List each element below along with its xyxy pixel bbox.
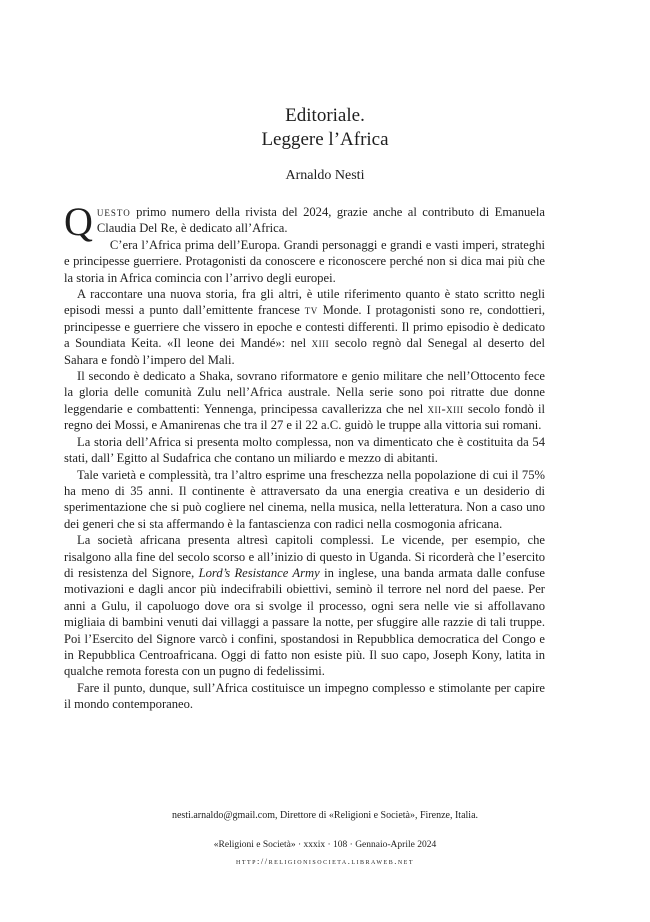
paragraph-7 [64, 532, 545, 680]
tv-smallcaps: tv [304, 303, 318, 318]
paragraph-1 [64, 199, 545, 244]
paragraph-1-text: primo numero della rivista del 2024, grazie anche al contributo di Emanuela Claudia Del Re, è dedicato all’Africa. [96, 205, 545, 236]
drop-cap: Q [64, 199, 93, 244]
century-smallcaps: xii-xiii [427, 401, 464, 416]
paragraph-2: C’era l’Africa prima dell’Europa. Grandi personaggi e grandi e vasti imperi, strateghi e principesse guerriere. Protagonisti da conoscere e riconoscere perché non si dica mai più che la storia in Africa comincia con l’arrivo degli europei. [64, 237, 545, 285]
article-body [64, 199, 546, 713]
paragraph-3-text-a: A raccontare una nuova storia, fra gli altri, è utile riferimento quanto è stato scritto negli episodi messi a punto dall’emittente francese [64, 287, 545, 318]
paragraph-3-text-b: Monde. I protagonisti sono re, condottieri, principesse e guerriere che vissero in epoche e contesti differenti. Il primo episodio è dedicato a Soundiata Keita. «Il leone dei Mandé»: nel [64, 303, 545, 351]
paragraph-7-text-b: in inglese, una banda armata dalle confuse motivazioni e dagli ancor più indecifrabili obiettivi, seminò il terrore nel nord del paese. Per anni a Gulu, il capoluogo dove ora si svolge il processo, ogni sera nelle vie si affollavano migliaia di bambini venuti dai villaggi a passare la notte, per sfuggire alle razzie di tali truppe. Poi l’Esercito del Signore varcò i confini, spostandosi in Repubblica democratica del Congo e in Repubblica Centroafricana. Oggi di fatto non esiste più. Il suo capo, Joseph Kony, latita in qualche remota foresta con un pugno di fedelissimi. [64, 565, 545, 679]
paragraph-3-text-c: secolo regnò dal Senegal al deserto del Sahara e fondò l’impero del Mali. [64, 336, 546, 367]
paragraph-3 [64, 286, 545, 368]
journal-info: «Religioni e Società» · xxxix · 108 · Gennaio-Aprile 2024 [213, 840, 437, 850]
paragraph-4-text-b: secolo fondò il regno dei Mossi, e Amanirenas che tra il 27 e il 22 a.C. guidò le truppe alla vittoria sui romani. [64, 401, 545, 433]
paragraph-4 [64, 368, 545, 434]
paragraph-8: Fare il punto, dunque, sull’Africa costituisce un impegno complesso e stimolante per capire il mondo contemporaneo. [64, 680, 545, 712]
paragraph-7-text-a: La società africana presenta altresì capitoli complessi. Le vicende, per esempio, che risalgono alla fine del secolo scorso e all’inizio di questo in Uganda. Si ricorderà che l’esercito di resistenza del Signore, [64, 533, 545, 580]
italic-term: Lord’s Resistance Army [198, 565, 320, 580]
journal-url[interactable]: http://religionisocieta.libraweb.net [235, 856, 415, 866]
title-line-1: Editoriale. [285, 105, 365, 126]
author-footnote: nesti.arnaldo@gmail.com, Direttore di «Religioni e Società», Firenze, Italia. [171, 810, 479, 821]
opening-smallcaps: uesto [96, 205, 131, 219]
paragraph-6: Tale varietà e complessità, tra l’altro esprime una freschezza nella popolazione di cui il 75% ha meno di 35 anni. Il continente è attraversato da una energia creativa e un desiderio di sperimentazione che si può cogliere nel cinema, nella musica, nella letteratura. Non a caso uno dei generi che si sta affermando è la fantascienza con radici nella cosmogonia africana. [64, 467, 545, 531]
article-title [0, 104, 650, 152]
paragraph-4-text-a: Il secondo è dedicato a Shaka, sovrano riformatore e genio militare che nell’Ottocento fece la gloria delle comunità Zulu nell’Africa australe. Nella serie sono poi ritratte due donne leggendarie e combattenti: Yennenga, principessa cavallerizza che nel [64, 369, 545, 416]
paragraph-5: La storia dell’Africa si presenta molto complessa, non va dimenticato che è costituita da 54 stati, dall’ Egitto al Sudafrica che contano un miliardo e mezzo di abitanti. [64, 434, 545, 466]
title-line-2: Leggere l’Africa [261, 129, 389, 150]
century-smallcaps: xiii [311, 336, 330, 351]
author-name: Arnaldo Nesti [285, 168, 365, 183]
